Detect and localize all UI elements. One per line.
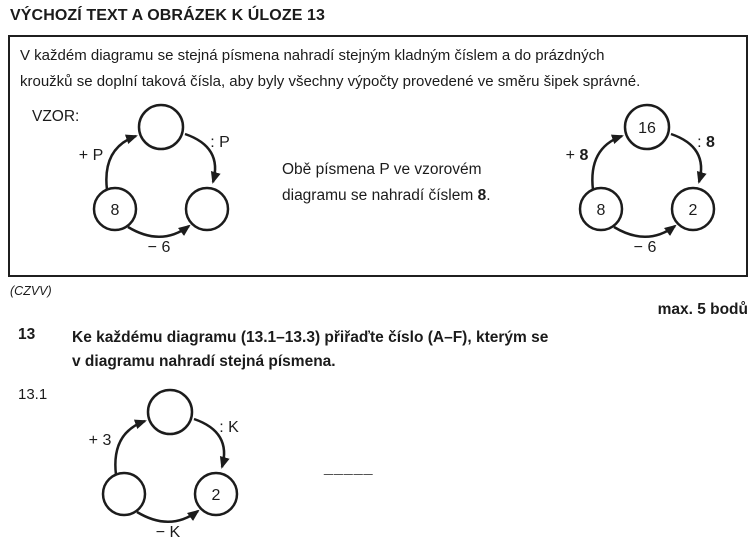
question-text-line1: Ke každému diagramu (13.1–13.3) přiřaďte číslo (A–F), kterým se: [72, 329, 549, 346]
arrow-add: [592, 136, 622, 190]
arrow-subtract: [137, 511, 198, 522]
label-divide: : K: [219, 419, 239, 436]
label-subtract: − K: [155, 524, 181, 541]
arrow-subtract: [128, 226, 189, 237]
question-text-line2: v diagramu nahradí stejná písmena.: [72, 353, 336, 370]
question-number: 13: [18, 326, 36, 343]
diagram-sample-blank: [61, 97, 261, 267]
label-add: + 3: [88, 432, 112, 449]
circle-bottom-left-value: 8: [596, 202, 606, 219]
sample-caption-line1: Obě písmena P ve vzorovém: [282, 161, 482, 178]
circle-top: [139, 105, 183, 149]
label-add: + P: [78, 147, 104, 164]
label-subtract: − 6: [147, 239, 171, 256]
diagram-13-1: [70, 382, 270, 552]
source-credit: (CZVV): [10, 284, 52, 298]
sample-caption-line2: diagramu se nahradí číslem 8.: [282, 187, 491, 204]
max-points: max. 5 bodů: [657, 301, 748, 318]
arrow-subtract: [614, 226, 675, 237]
label-subtract: − 6: [633, 239, 657, 256]
label-add: + 8: [565, 147, 589, 164]
circle-top: [148, 390, 192, 434]
subquestion-number: 13.1: [18, 386, 48, 403]
arrow-add: [115, 421, 145, 475]
label-divide: : 8: [697, 134, 715, 151]
circle-bottom-left-value: 8: [110, 202, 120, 219]
intro-text: [20, 43, 640, 95]
answer-blank: _____: [324, 459, 374, 476]
circle-bottom-right-value: 2: [688, 202, 698, 219]
sample-label: VZOR:: [32, 108, 80, 125]
intro-text-line1: V každém diagramu se stejná písmena nahradí stejným kladným číslem a do prázdných: [20, 47, 605, 64]
intro-box: [8, 35, 748, 277]
circle-bottom-right: [186, 188, 228, 230]
circle-top-value: 16: [638, 120, 656, 137]
circle-bottom-left: [103, 473, 145, 515]
arrow-add: [106, 136, 136, 190]
question-text: [72, 326, 548, 374]
page-title: VÝCHOZÍ TEXT A OBRÁZEK K ÚLOZE 13: [10, 7, 326, 24]
sample-caption: [282, 157, 491, 209]
diagram-sample-solved: [547, 97, 747, 267]
intro-text-line2: kroužků se doplní taková čísla, aby byly všechny výpočty provedené ve směru šipek správné.: [20, 73, 641, 90]
circle-bottom-right-value: 2: [211, 487, 221, 504]
label-divide: : P: [210, 134, 230, 151]
